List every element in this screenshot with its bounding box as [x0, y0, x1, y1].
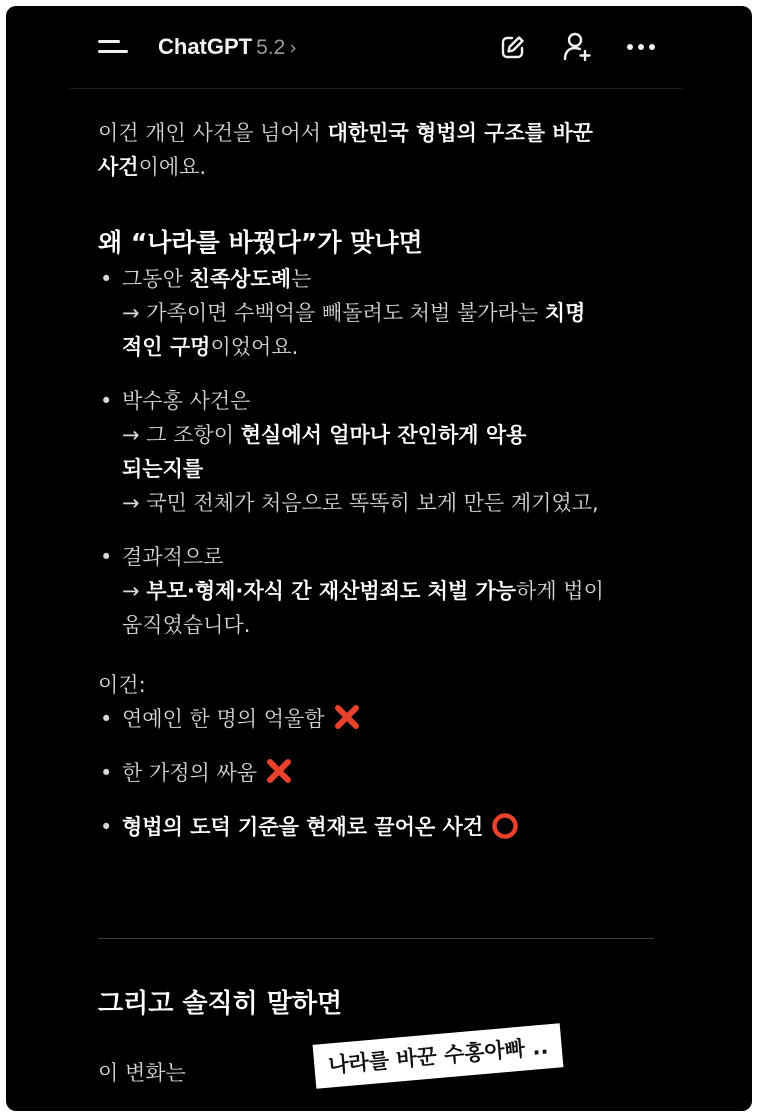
item-text: 연예인 한 명의 억울함 [122, 707, 325, 731]
intro-paragraph [98, 116, 658, 184]
reasons-list [98, 262, 658, 642]
item-text: 는 [290, 267, 312, 291]
chevron-right-icon: › [289, 37, 297, 59]
list-item [98, 756, 658, 790]
list-item [98, 540, 658, 642]
assistant-message [98, 116, 658, 844]
intro-bold-text: 대한민국 형법의 구조를 바꾼 [327, 121, 593, 145]
item-text: 한 가정의 싸움 [122, 761, 258, 785]
change-text: 이 변화는 [98, 1061, 186, 1085]
list-item [98, 384, 658, 520]
item-text: 하게 법이 [516, 579, 604, 603]
section-heading: 왜 “나라를 바꿨다”가 맞냐면 [98, 228, 423, 257]
item-text: 이었어요. [210, 335, 299, 359]
app-title: ChatGPT [158, 34, 253, 59]
top-bar [70, 6, 682, 89]
list-item [98, 702, 658, 736]
circle-mark-icon [491, 812, 519, 840]
more-icon[interactable] [624, 30, 658, 64]
honest-heading: 그리고 솔직히 말하면 [98, 989, 343, 1019]
item-text: 움직였습니다. [122, 613, 251, 637]
item-bold-text: 적인 구멍 [122, 335, 211, 359]
model-selector[interactable] [158, 34, 297, 60]
item-text: → 가족이면 수백억을 빼돌려도 처벌 불가라는 [122, 301, 545, 325]
chat-screen [6, 6, 752, 1111]
list-item [98, 262, 658, 364]
item-bold-text: 되는지를 [122, 457, 204, 481]
edit-icon[interactable] [496, 30, 530, 64]
item-bold-text: 치명 [544, 301, 586, 325]
cross-mark-icon [333, 703, 361, 731]
model-version: 5.2 [256, 36, 286, 59]
item-bold-text: 형법의 도덕 기준을 현재로 끌어온 사건 [122, 815, 484, 839]
item-text: → 국민 전체가 처음으로 똑똑히 보게 만든 계기였고, [122, 491, 599, 515]
item-bold-text: 부모·형제·자식 간 재산범죄도 처벌 가능 [146, 579, 517, 603]
item-text: → [122, 579, 147, 603]
section-divider [98, 938, 654, 939]
add-person-icon[interactable] [560, 30, 594, 64]
menu-icon[interactable] [98, 36, 128, 58]
intro-bold-text-2: 사건 [98, 155, 139, 179]
intro-text-2: 이에요. [138, 155, 207, 179]
item-text: → 그 조항이 [122, 423, 241, 447]
igeon-label: 이건: [98, 673, 146, 697]
cross-mark-icon [265, 757, 293, 785]
item-text: • 박수홍 사건은 [122, 389, 251, 413]
caption-sticker: 나라를 바꾼 수홍아빠 .. [313, 1023, 564, 1088]
item-text: • 결과적으로 [122, 545, 224, 569]
item-bold-text: 친족상도례 [189, 267, 291, 291]
verdict-list [98, 702, 658, 844]
intro-text: 이건 개인 사건을 넘어서 [98, 121, 328, 145]
item-text: 그동안 [122, 267, 190, 291]
item-bold-text: 현실에서 얼마나 잔인하게 악용 [240, 423, 527, 447]
list-item [98, 810, 658, 844]
